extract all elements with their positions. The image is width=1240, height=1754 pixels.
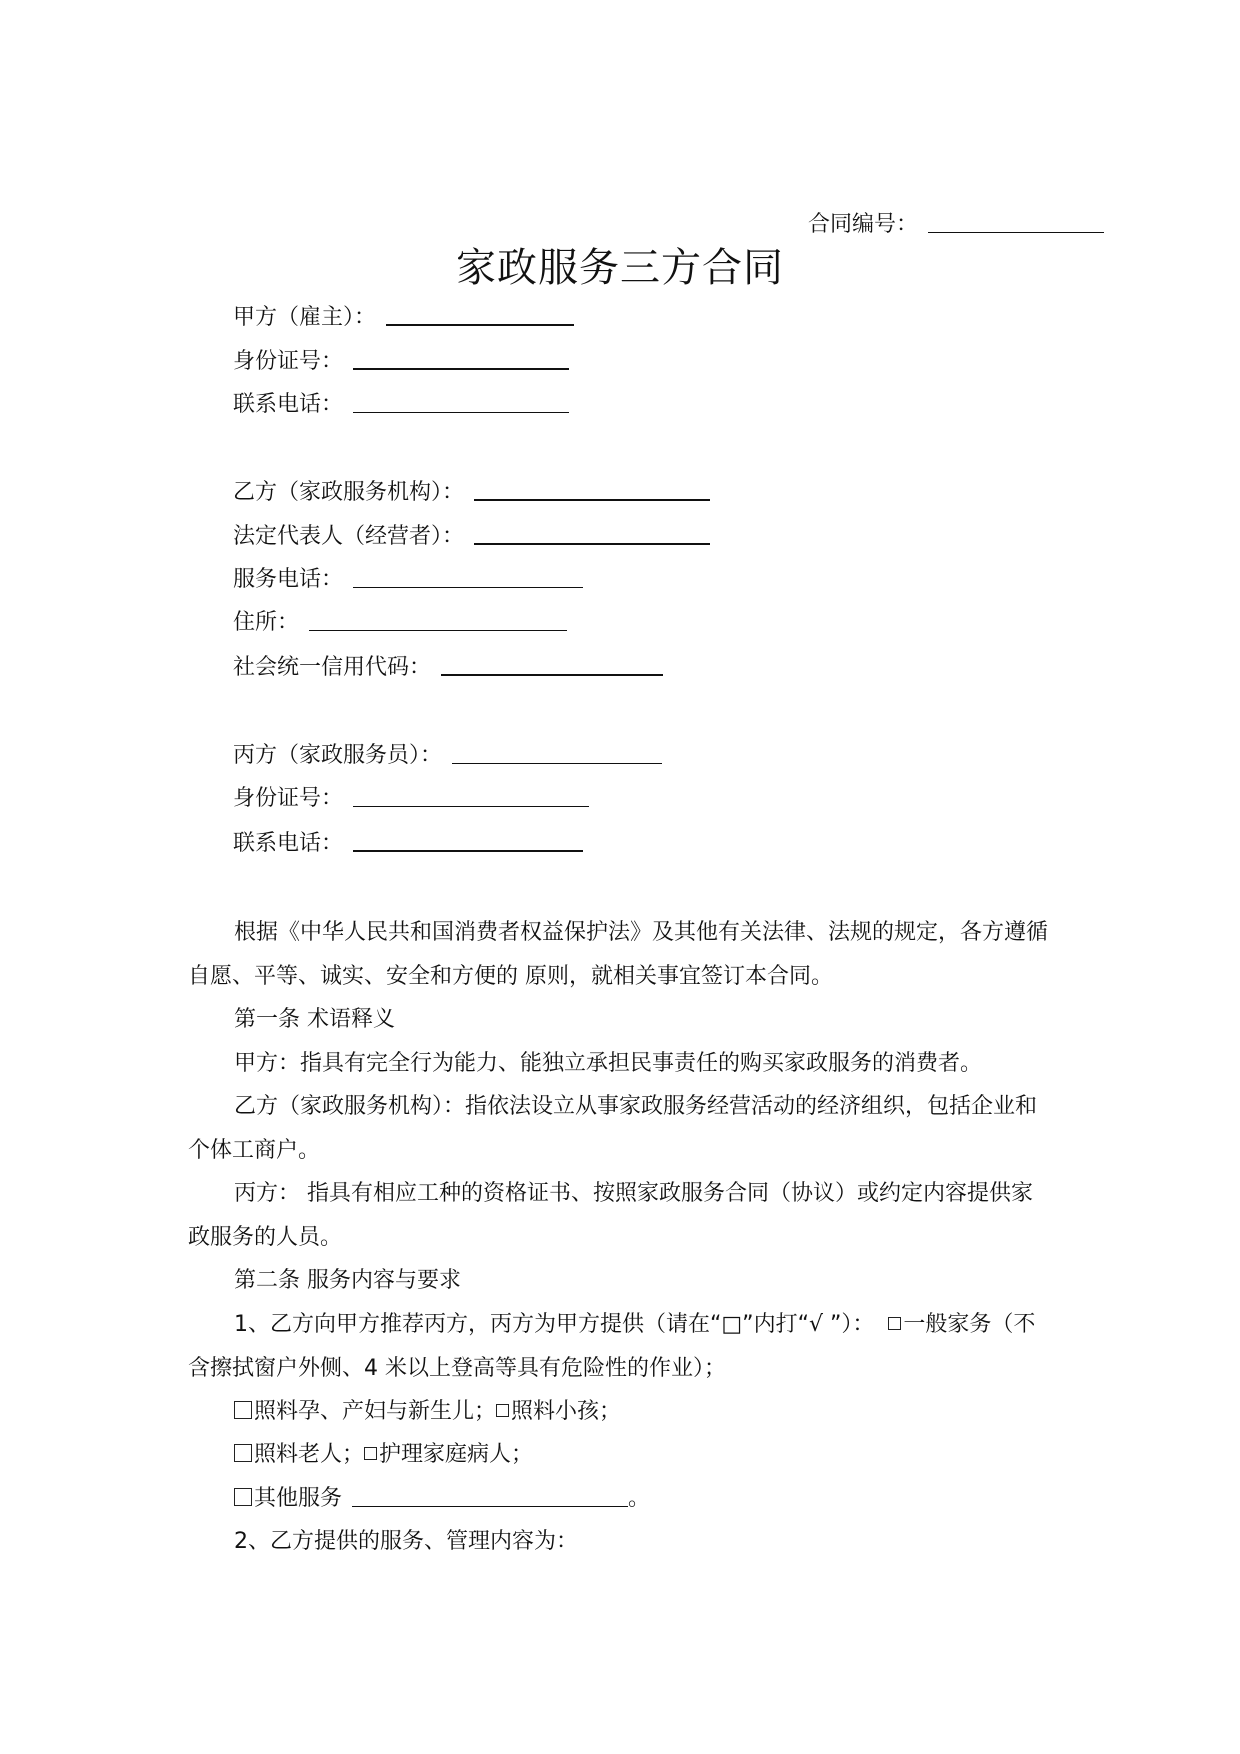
- party-b-address-row: [233, 606, 567, 640]
- party-a-name-row: [233, 300, 574, 335]
- party-a-id-row: [233, 344, 569, 379]
- party-b-credit-code-row: [233, 650, 663, 685]
- option-child-care: 照料小孩；: [511, 1399, 622, 1424]
- option-general-housework: 一般家务（不含擦拭窗户外侧、4 米以上登高等具有危险性的作业）；: [188, 1312, 1036, 1381]
- option-patient-care: 护理家庭病人；: [379, 1442, 534, 1467]
- service-options-row-2: [188, 1433, 1048, 1477]
- party-b-address-blank[interactable]: [309, 606, 567, 631]
- party-b-name-label: 乙方（家政服务机构）：: [233, 480, 465, 505]
- party-b-rep-blank[interactable]: [474, 519, 710, 545]
- party-b-phone-row: [233, 563, 583, 597]
- definition-party-b-text: 乙方（家政服务机构）：指依法设立从事家政服务经营活动的经济组织，包括企业和个体工商户。: [188, 1094, 1038, 1163]
- party-c-name-blank[interactable]: [452, 739, 662, 764]
- service-item-2-text: 2、乙方提供的服务、管理内容为：: [234, 1529, 578, 1554]
- service-options-row-3: [188, 1477, 1048, 1521]
- party-c-phone-label: 联系电话：: [233, 831, 344, 856]
- party-b-name-row: [233, 475, 710, 510]
- party-a-name-label: 甲方（雇主）：: [233, 305, 377, 330]
- option-pregnant-care: 照料孕、产妇与新生儿；: [254, 1399, 497, 1424]
- party-a-id-label: 身份证号：: [233, 349, 344, 374]
- party-a-phone-label: 联系电话：: [233, 392, 344, 417]
- service-item-1-prefix: 1、乙方向甲方推荐丙方，丙方为甲方提供（请在“□”内打“√ ”）：: [234, 1312, 875, 1337]
- option-other-service: 其他服务: [254, 1486, 343, 1511]
- article-2-title: [188, 1259, 1048, 1303]
- party-a-id-blank[interactable]: [353, 344, 569, 370]
- checkbox-patient-care[interactable]: [364, 1447, 377, 1460]
- party-a-name-blank[interactable]: [386, 300, 574, 326]
- service-item-1: [188, 1303, 1048, 1390]
- intro-text: 根据《中华人民共和国消费者权益保护法》及其他有关法律、法规的规定，各方遵循自愿、平等、诚实、安全和方便的 原则，就相关事宜签订本合同。: [188, 920, 1049, 989]
- checkbox-general-housework[interactable]: [888, 1317, 901, 1330]
- definition-party-a-text: 甲方：指具有完全行为能力、能独立承担民事责任的购买家政服务的消费者。: [234, 1051, 983, 1076]
- checkbox-elderly-care[interactable]: [234, 1444, 252, 1462]
- party-c-phone-blank[interactable]: [353, 826, 583, 852]
- definition-party-a: [188, 1042, 1048, 1086]
- checkbox-pregnant-care[interactable]: [234, 1401, 252, 1419]
- service-item-2: [188, 1520, 1048, 1564]
- party-c-phone-row: [233, 826, 583, 861]
- party-b-name-blank[interactable]: [474, 475, 710, 501]
- checkbox-child-care[interactable]: [496, 1404, 509, 1417]
- party-b-phone-blank[interactable]: [353, 563, 583, 588]
- article-1-title: [188, 998, 1048, 1042]
- definition-party-b: [188, 1085, 1048, 1172]
- party-a-phone-blank[interactable]: [353, 388, 569, 413]
- intro-paragraph: [188, 911, 1048, 998]
- party-b-address-label: 住所：: [233, 610, 300, 635]
- definition-party-c-text: 丙方： 指具有相应工种的资格证书、按照家政服务合同（协议）或约定内容提供家政服务的人员。: [188, 1181, 1033, 1250]
- party-c-name-row: [233, 739, 662, 773]
- party-b-rep-row: [233, 519, 710, 554]
- service-options-row-1: [188, 1390, 1048, 1434]
- party-b-credit-code-label: 社会统一信用代码：: [233, 655, 432, 680]
- checkbox-other-service[interactable]: [234, 1488, 252, 1506]
- contract-number-blank[interactable]: [928, 208, 1104, 233]
- article-2-title-text: 第二条 服务内容与要求: [234, 1268, 461, 1293]
- party-a-phone-row: [233, 388, 569, 422]
- document-title: 家政服务三方合同: [456, 245, 784, 291]
- definition-party-c: [188, 1172, 1048, 1259]
- party-c-id-label: 身份证号：: [233, 786, 344, 811]
- party-c-id-row: [233, 782, 589, 816]
- party-b-rep-label: 法定代表人（经营者）：: [233, 524, 465, 549]
- article-1-title-text: 第一条 术语释义: [234, 1007, 395, 1032]
- party-c-name-label: 丙方（家政服务员）：: [233, 743, 443, 768]
- contract-number-label: 合同编号：: [808, 212, 919, 237]
- other-service-blank[interactable]: [352, 1482, 628, 1507]
- party-c-id-blank[interactable]: [353, 782, 589, 807]
- party-b-credit-code-blank[interactable]: [441, 650, 663, 676]
- contract-number-row: [808, 208, 1104, 242]
- option-other-service-end: 。: [628, 1486, 651, 1511]
- party-b-phone-label: 服务电话：: [233, 567, 344, 592]
- option-elderly-care: 照料老人；: [254, 1442, 365, 1467]
